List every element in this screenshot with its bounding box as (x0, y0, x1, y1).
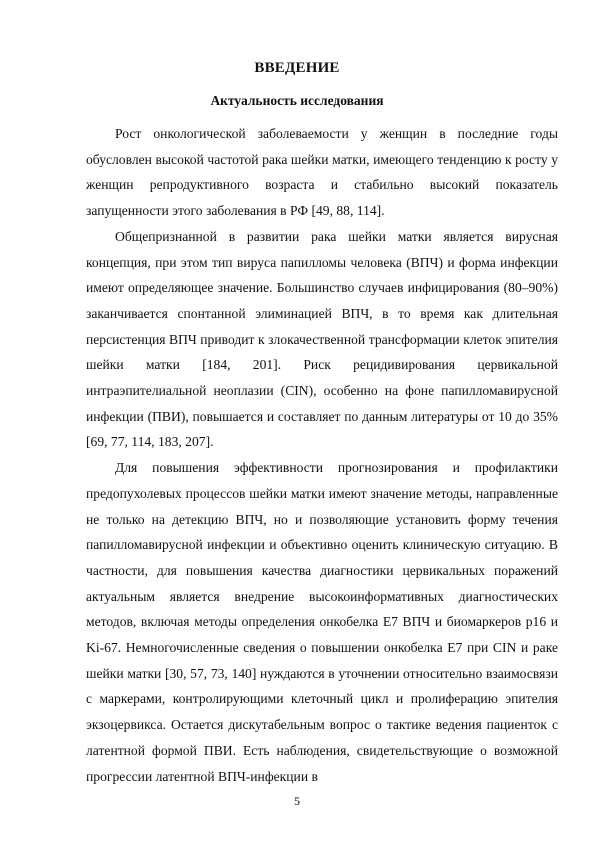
paragraph-1: Рост онкологической заболеваемости у женщин в последние годы обусловлен высокой частотой рака шейки матки, имеющего тенденцию к росту у женщин репродуктивного возраста и стабильно высокий показатель запущенности этого заболевания в РФ [49, 88, 114]. (86, 126, 558, 219)
document-body (86, 121, 558, 789)
page-title: ВВЕДЕНИЕ (254, 60, 340, 76)
section-subtitle: Актуальность исследования (210, 93, 384, 108)
paragraph-3: Для повышения эффективности прогнозирования и профилактики предопухолевых процессов шейки матки имеют значение методы, направленные не только на детекцию ВПЧ, но и позволяющие установить форму течения папилломавирусной инфекции и объективно оценить клиническую ситуацию. В частности, для повышения качества диагностики цервикальных поражений актуальным является внедрение высокоинформативных диагностических методов, включая методы определения онкобелка E7 ВПЧ и биомаркеров p16 и Ki-67. Немногочисленные сведения о повышении онкобелка E7 при CIN и раке шейки матки [30, 57, 73, 140] нуждаются в уточнении относительно взаимосвязи с маркерами, контролирующими клеточный цикл и пролиферацию эпителия экзоцервикса. Остается дискутабельным вопрос о тактике ведения пациенток с латентной формой ПВИ. Есть наблюдения, свидетельствующие о возможной прогрессии латентной ВПЧ-инфекции в (86, 460, 558, 784)
paragraph-2: Общепризнанной в развитии рака шейки матки является вирусная концепция, при этом тип вируса папилломы человека (ВПЧ) и форма инфекции имеют определяющее значение. Большинство случаев инфицирования (80–90%) заканчивается спонтанной элиминацией ВПЧ, в то время как длительная персистенция ВПЧ приводит к злокачественной трансформации клеток эпителия шейки матки [184, 201]. Риск рецидивирования цервикальной интраэпителиальной неоплазии (CIN), особенно на фоне папилломавирусной инфекции (ПВИ), повышается и составляет по данным литературы от 10 до 35% [69, 77, 114, 183, 207]. (86, 228, 558, 450)
page-number: 5 (294, 794, 300, 808)
